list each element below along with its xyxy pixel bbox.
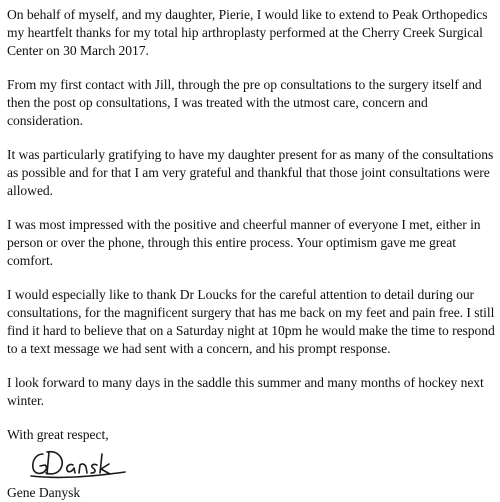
paragraph-1: On behalf of myself, and my daughter, Pierie, I would like to extend to Peak Orthopedics my heartfelt thanks for my total hip arthroplasty performed at the Cherry Creek Surgical Center on 30 March 2017. (7, 7, 488, 58)
paragraph-5: I would especially like to thank Dr Loucks for the careful attention to detail during our consultations, for the magnificent surgery that has me back on my feet and pain free. I still find it hard to believe that on a Saturday night at 10pm he would make the time to respond to a text message we had sent with a concern, and his prompt response. (7, 287, 495, 356)
paragraph-3: It was particularly gratifying to have my daughter present for as many of the consultations as possible and for that I am very grateful and thankful that those joint consultations were allowed. (7, 147, 494, 198)
letter-body (7, 6, 495, 502)
paragraph-6: I look forward to many days in the saddle this summer and many months of hockey next winter. (7, 375, 484, 408)
closing-line: With great respect, (7, 427, 109, 442)
paragraph-2: From my first contact with Jill, through the pre op consultations to the surgery itself and then the post op consultations, I was treated with the utmost care, concern and consideration. (7, 77, 482, 128)
handwritten-signature (7, 444, 495, 484)
signer-name: Gene Danysk (7, 485, 81, 500)
paragraph-4: I was most impressed with the positive and cheerful manner of everyone I met, either in person or over the phone, through this entire process. Your optimism gave me great comfort. (7, 217, 481, 268)
signature-icon (29, 446, 139, 482)
